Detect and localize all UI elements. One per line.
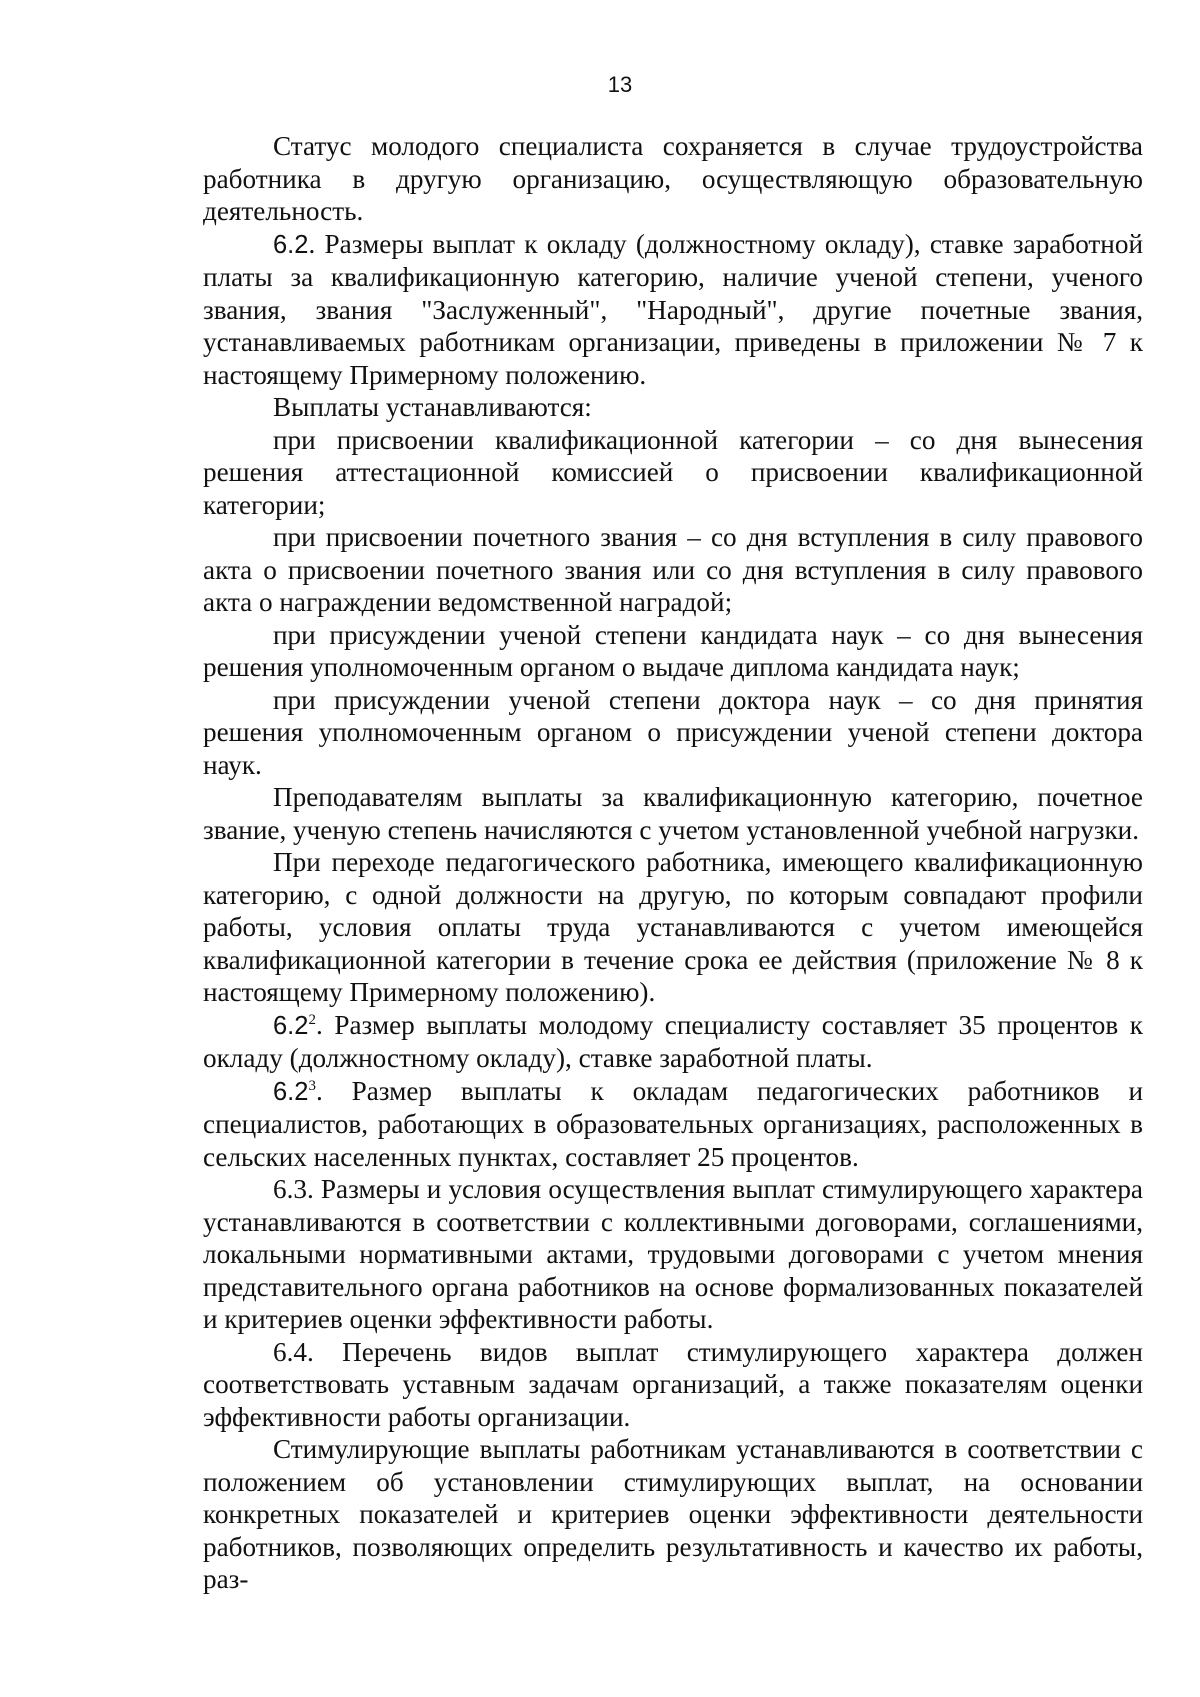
paragraph: При переходе педагогического работника, имеющего квалификационную категорию, с одной должности на другую, по которым совпадают профили работы, условия оплаты труда устанавливаются с учетом имеющейся квалификационной категории в течение срока ее действия (приложение № 8 к настоящему Примерному положению). (203, 847, 1143, 1007)
paragraph: Стимулирующие выплаты работникам устанавливаются в соответствии с положением об установлении стимулирующих выплат, на основании конкретных показателей и критериев оценки эффективности деятельности работников, позволяющих определить результативность и качество их работы, раз- (203, 1434, 1143, 1594)
paragraph-6-2: 6.2. Размеры выплат к окладу (должностному окладу), ставке заработной платы за квалификационную категорию, наличие ученой степени, ученого звания, звания "Заслуженный", "Народный", другие почетные звания, устанавливаемых работникам организации, приведены в приложении № 7 к настоящему Примерному положению. (203, 228, 1143, 390)
paragraph: Статус молодого специалиста сохраняется в случае трудоустройства работника в другую организацию, осуществляющую образовательную деятельность. (203, 131, 1143, 226)
section-number: 6.2 (273, 1077, 309, 1106)
document-body (203, 130, 1143, 1596)
list-item: при присуждении ученой степени доктора наук – со дня принятия решения уполномоченным органом о присуждении ученой степени доктора наук. (203, 684, 1143, 780)
list-item: при присвоении квалификационной категории – со дня вынесения решения аттестационной комиссией о присвоении квалификационной категории; (203, 424, 1143, 520)
section-superscript: 3 (308, 1077, 316, 1094)
paragraph-6-3: 6.3. Размеры и условия осуществления выплат стимулирующего характера устанавливаются в соответствии с коллективными договорами, соглашениями, локальными нормативными актами, трудовыми договорами с учетом мнения представительного органа работников на основе формализованных показателей и критериев оценки эффективности работы. (203, 1174, 1143, 1334)
list-item: при присвоении почетного звания – со дня вступления в силу правового акта о присвоении почетного звания или со дня вступления в силу правового акта о награждении ведомственной наградой; (203, 522, 1143, 617)
paragraph: Преподавателям выплаты за квалификационную категорию, почетное звание, ученую степень начисляются с учетом установленной учебной нагрузки. (203, 782, 1143, 845)
section-number: 6.2 (273, 230, 309, 259)
page-number: 13 (607, 72, 633, 97)
paragraph-6-2-2: $6.2^2$. Размер выплаты молодому специалисту составляет 35 процентов к окладу (должностному окладу), ставке заработной платы. (203, 1009, 1143, 1073)
list-item: при присуждении ученой степени кандидата наук – со дня вынесения решения уполномоченным органом о выдаче диплома кандидата наук; (203, 619, 1143, 682)
section-number: 6.2 (273, 1011, 309, 1040)
paragraph-6-2-3: $6.2^3$. Размер выплаты к окладам педагогических работников и специалистов, работающих в образовательных организациях, расположенных в сельских населенных пунктах, составляет 25 процентов. (203, 1075, 1143, 1172)
paragraph-6-4: 6.4. Перечень видов выплат стимулирующего характера должен соответствовать уставным задачам организаций, а также показателям оценки эффективности работы организации. (203, 1336, 1143, 1432)
paragraph: Выплаты устанавливаются: (273, 392, 592, 422)
section-superscript: 2 (308, 1011, 316, 1028)
